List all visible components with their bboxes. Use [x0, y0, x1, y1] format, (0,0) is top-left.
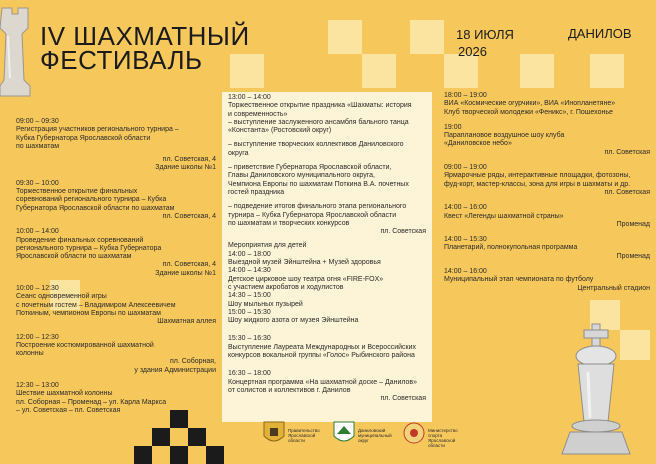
- bg-square: [362, 54, 396, 88]
- event-text: Кубка Губернатора Ярославской области: [16, 134, 151, 142]
- event-time: 14:00 – 18:00: [228, 250, 271, 258]
- event-text: Параплановое воздушное шоу клуба: [444, 132, 565, 140]
- event-text: Главы Даниловского муниципального округа,: [228, 172, 375, 180]
- festival-title: [40, 21, 250, 75]
- event-text: Квест «Легенды шахматной страны»: [444, 212, 564, 220]
- event-location: Променад: [616, 252, 650, 260]
- schedule-item: [16, 382, 216, 415]
- event-time: 10:00 – 14:00: [16, 228, 59, 236]
- event-time: 09:00 – 09:30: [16, 118, 59, 125]
- sport-logo-label: Министерство спорта Ярославской области: [428, 428, 458, 448]
- bg-dark-square: [152, 428, 170, 446]
- event-text: Детское цирковое шоу театра огня «FIRE-FOX»: [228, 275, 384, 283]
- gov-emblem-icon: [262, 420, 286, 446]
- event-time: 14:30 – 15:00: [228, 292, 271, 300]
- gov-logo-label: Правительство Ярославской области: [288, 428, 320, 443]
- event-date: [456, 26, 514, 60]
- event-time: 18:00 – 19:00: [444, 92, 487, 99]
- title-line-2: ФЕСТИВАЛЬ: [40, 45, 203, 75]
- schedule-item: [16, 228, 216, 278]
- event-city: ДАНИЛОВ: [568, 26, 632, 41]
- bg-square: [410, 20, 444, 54]
- event-text: «Константа» (Ростовский округ): [228, 127, 332, 135]
- event-time: 09:00 – 19:00: [444, 164, 487, 172]
- event-text: – приветствие Губернатора Ярославской области,: [228, 164, 392, 172]
- event-location: пл. Соборная,: [169, 358, 216, 366]
- event-text: по шахматам: [16, 142, 60, 150]
- date-line-1: 18 ИЮЛЯ: [456, 27, 514, 42]
- event-time: 15:00 – 15:30: [228, 308, 271, 316]
- event-text: Торжественное открытие праздника «Шахматы: история: [228, 102, 412, 110]
- schedule-item: [444, 236, 650, 261]
- schedule-column-2: [222, 92, 432, 422]
- event-text: колонны: [16, 350, 44, 358]
- event-text: турнира – Кубка Губернатора Ярославской области: [228, 211, 397, 219]
- event-text: – выступление творческих коллективов Даниловского округа: [228, 141, 404, 157]
- event-text: – подведение итогов финального этапа регионального: [228, 203, 407, 211]
- event-text: Шоу мыльных пузырей: [228, 300, 303, 308]
- event-text: Поткиным, чемпионом Европы по шахматам: [16, 309, 161, 317]
- event-text: с участием акробатов и ходулистов: [228, 283, 344, 291]
- event-text: Концертная программа «На шахматной доске – Данилов»: [228, 378, 418, 386]
- event-location: пл. Советская: [380, 395, 426, 403]
- event-text: гостей праздника: [228, 188, 285, 196]
- event-location: пл. Советская: [604, 148, 650, 156]
- event-text: Чемпиона Европы по шахматам Поткина В.А. почетных: [228, 180, 409, 188]
- event-location: у здания Администрации: [134, 366, 216, 374]
- sport-ministry-icon: [402, 420, 426, 446]
- title-line-1: IV ШАХМАТНЫЙ: [40, 21, 250, 51]
- event-text: Выступление Лауреата Международных и Всероссийских: [228, 343, 416, 351]
- king-icon: [552, 322, 642, 464]
- schedule-column-1: [16, 118, 216, 422]
- event-text: Шествие шахматной колонны: [16, 390, 113, 398]
- event-text: соревнований регионального турнира – Кубка: [16, 196, 167, 204]
- event-time: 12:00 – 12:30: [16, 333, 59, 341]
- event-text: Сеанс одновременной игры: [16, 293, 107, 301]
- schedule-item: [16, 180, 216, 221]
- danilov-logo-label: Даниловский муниципальный округ: [358, 428, 392, 443]
- event-time: 13:00 – 14:00: [228, 94, 271, 101]
- event-text: ВИА «Космические огурчики», ВИА «Инопланетяне»: [444, 100, 616, 108]
- event-time: 14:00 – 14:30: [228, 267, 271, 275]
- date-line-2: 2026: [458, 44, 487, 59]
- event-location: пл. Советская, 4: [162, 212, 216, 220]
- event-text: от солистов и коллективов г. Данилов: [228, 386, 351, 394]
- event-location: Шахматная аллея: [157, 318, 216, 326]
- event-time: 15:30 – 16:30: [228, 335, 271, 343]
- schedule-item: [444, 204, 650, 229]
- event-location: пл. Советская: [604, 188, 650, 196]
- event-location: пл. Советская: [380, 228, 426, 236]
- event-time: 12:30 – 13:00: [16, 382, 59, 390]
- event-text: Ярославской области по шахматам: [16, 253, 132, 261]
- event-text: Проведение финальных соревнований: [16, 236, 144, 244]
- bg-dark-square: [134, 446, 152, 464]
- event-time: 10:00 – 12:30: [16, 285, 59, 293]
- event-time: 19:00: [444, 123, 462, 131]
- schedule-item: [16, 285, 216, 326]
- section-title: Мероприятия для детей: [228, 242, 307, 250]
- event-text: Шоу жидкого азота от музея Эйнштейна: [228, 317, 359, 325]
- schedule-item: [444, 164, 650, 197]
- event-text: фуд-корт, мастер-классы, зона для игры в шахматы и др.: [444, 180, 631, 188]
- event-time: 16:30 – 18:00: [228, 370, 271, 378]
- event-location: Променад: [616, 220, 650, 228]
- event-location: пл. Советская, 4: [162, 156, 216, 164]
- rook-icon: [0, 0, 42, 100]
- event-text: Регистрация участников регионального турнира –: [16, 126, 179, 134]
- schedule-item: [16, 334, 216, 375]
- sponsor-logos: [262, 420, 472, 462]
- event-text: и современность»: [228, 110, 288, 118]
- schedule-item: [444, 124, 650, 157]
- event-text: Клуб творческой молодежи «Феникс», г. Пошехонье: [444, 108, 613, 116]
- bg-dark-square: [206, 446, 224, 464]
- event-text: по шахматам и творческих конкурсов: [228, 219, 350, 227]
- event-time: 14:00 – 16:00: [444, 268, 487, 276]
- event-time: 09:30 – 10:00: [16, 179, 59, 187]
- event-text: Построение костюмированной шахматной: [16, 341, 154, 349]
- event-text: пл. Соборная – Променад – ул. Карла Маркса: [16, 398, 167, 406]
- event-text: конкурсов вокальной группы «Голос» Рыбинского района: [228, 352, 415, 360]
- event-text: Планетарий, полнокупольная программа: [444, 244, 578, 252]
- event-text: с почетным гостем – Владимиром Алексеевичем: [16, 301, 176, 309]
- danilov-emblem-icon: [332, 420, 356, 446]
- schedule-column-3: [444, 92, 650, 300]
- event-location: пл. Советская, 4: [162, 261, 216, 269]
- event-text: Муниципальный этап чемпионата по футболу: [444, 276, 594, 284]
- bg-square: [590, 54, 624, 88]
- event-text: регионального турнира – Кубка Губернатора: [16, 244, 162, 252]
- bg-square: [328, 20, 362, 54]
- event-location: Здание школы №1: [155, 164, 216, 172]
- event-text: Торжественное открытие финальных: [16, 188, 138, 196]
- event-time: 14:00 – 15:30: [444, 236, 487, 244]
- event-location: Здание школы №1: [155, 269, 216, 277]
- schedule-item: [444, 268, 650, 293]
- event-text: Губернатора Ярославской области по шахматам: [16, 204, 175, 212]
- bg-dark-square: [188, 428, 206, 446]
- bg-square: [520, 54, 554, 88]
- event-text: – ул. Советская – пл. Советская: [16, 406, 121, 414]
- schedule-item: [16, 118, 216, 173]
- event-location: Центральный стадион: [577, 284, 650, 292]
- event-time: 14:00 – 16:00: [444, 204, 487, 212]
- event-text: – выступление заслуженного ансамбля бального танца: [228, 118, 409, 126]
- event-text: «Даниловское небо»: [444, 140, 512, 148]
- schedule-item: [444, 92, 650, 117]
- bg-dark-square: [170, 446, 188, 464]
- event-text: Выездной музей Эйнштейна + Музей здоровья: [228, 259, 381, 267]
- event-text: Ярмарочные ряды, интерактивные площадки, фотозоны,: [444, 172, 631, 180]
